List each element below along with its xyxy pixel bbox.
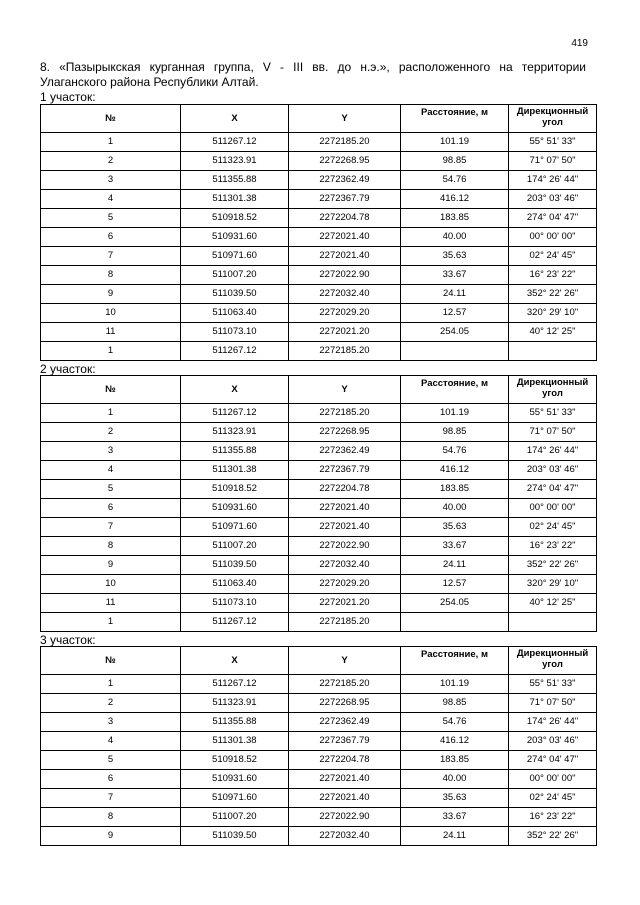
cell-y: 2272021.20: [289, 323, 401, 342]
cell-bearing: 02° 24' 45": [509, 518, 597, 537]
cell-x: 511073.10: [181, 594, 289, 613]
header-bearing: Дирекционный угол: [509, 647, 597, 675]
cell-number: 2: [41, 423, 181, 442]
cell-distance: 101.19: [401, 404, 509, 423]
cell-y: 2272268.95: [289, 694, 401, 713]
header-y: Y: [289, 376, 401, 404]
cell-y: 2272367.79: [289, 732, 401, 751]
table-row: [41, 285, 597, 304]
cell-number: 1: [41, 675, 181, 694]
cell-bearing: 352° 22' 26": [509, 285, 597, 304]
cell-number: 11: [41, 594, 181, 613]
cell-distance: 254.05: [401, 323, 509, 342]
table-row: [41, 808, 597, 827]
coordinates-table-1: [40, 104, 597, 361]
table-body: [41, 404, 597, 632]
cell-x: 510918.52: [181, 751, 289, 770]
cell-y: 2272022.90: [289, 266, 401, 285]
cell-x: 510931.60: [181, 770, 289, 789]
cell-distance: 33.67: [401, 266, 509, 285]
cell-y: 2272362.49: [289, 713, 401, 732]
cell-y: 2272204.78: [289, 209, 401, 228]
table-row: [41, 518, 597, 537]
cell-y: 2272029.20: [289, 304, 401, 323]
cell-number: 9: [41, 556, 181, 575]
table-header-row: [41, 376, 597, 404]
header-x: X: [181, 376, 289, 404]
cell-y: 2272021.40: [289, 228, 401, 247]
section-label-2: 2 участок:: [40, 362, 96, 376]
cell-bearing: [509, 342, 597, 361]
cell-y: 2272362.49: [289, 442, 401, 461]
cell-bearing: 71° 07' 50": [509, 152, 597, 171]
cell-distance: 24.11: [401, 827, 509, 846]
cell-x: 510931.60: [181, 499, 289, 518]
cell-number: 6: [41, 228, 181, 247]
table-row: [41, 442, 597, 461]
cell-number: 7: [41, 789, 181, 808]
cell-x: 511323.91: [181, 152, 289, 171]
cell-bearing: 274° 04' 47": [509, 480, 597, 499]
cell-x: 511301.38: [181, 732, 289, 751]
cell-number: 4: [41, 461, 181, 480]
cell-distance: 183.85: [401, 209, 509, 228]
cell-x: 511007.20: [181, 266, 289, 285]
cell-distance: 33.67: [401, 808, 509, 827]
cell-x: 511039.50: [181, 556, 289, 575]
table-row: [41, 247, 597, 266]
table-row: [41, 480, 597, 499]
cell-distance: [401, 342, 509, 361]
cell-bearing: 40° 12' 25": [509, 323, 597, 342]
table-row: [41, 556, 597, 575]
cell-x: 511355.88: [181, 171, 289, 190]
heading-line-2: Улаганского района Республики Алтай.: [40, 75, 259, 89]
cell-bearing: 274° 04' 47": [509, 751, 597, 770]
header-x: X: [181, 105, 289, 133]
cell-distance: 12.57: [401, 304, 509, 323]
page-number: 419: [571, 38, 588, 49]
cell-bearing: 274° 04' 47": [509, 209, 597, 228]
cell-distance: 35.63: [401, 789, 509, 808]
cell-number: 5: [41, 480, 181, 499]
cell-distance: 416.12: [401, 461, 509, 480]
table-row: [41, 304, 597, 323]
cell-distance: 35.63: [401, 518, 509, 537]
cell-bearing: 40° 12' 25": [509, 594, 597, 613]
heading-line-1: 8. «Пазырыкская курганная группа, V - III вв. до н.э.», расположенного на территории: [40, 60, 586, 74]
cell-bearing: 55° 51' 33": [509, 404, 597, 423]
header-number: №: [41, 105, 181, 133]
cell-number: 3: [41, 171, 181, 190]
cell-x: 511039.50: [181, 285, 289, 304]
cell-distance: 40.00: [401, 499, 509, 518]
cell-y: 2272268.95: [289, 152, 401, 171]
cell-number: 3: [41, 713, 181, 732]
table-row: [41, 404, 597, 423]
cell-distance: 416.12: [401, 190, 509, 209]
cell-distance: 183.85: [401, 480, 509, 499]
cell-bearing: 320° 29' 10": [509, 304, 597, 323]
cell-x: 510931.60: [181, 228, 289, 247]
cell-number: 3: [41, 442, 181, 461]
cell-bearing: 16° 23' 22": [509, 266, 597, 285]
cell-x: 511267.12: [181, 675, 289, 694]
cell-bearing: 320° 29' 10": [509, 575, 597, 594]
cell-y: 2272204.78: [289, 480, 401, 499]
cell-distance: 98.85: [401, 152, 509, 171]
cell-distance: 12.57: [401, 575, 509, 594]
cell-number: 9: [41, 827, 181, 846]
cell-distance: 40.00: [401, 770, 509, 789]
cell-bearing: 00° 00' 00": [509, 499, 597, 518]
table-row: [41, 499, 597, 518]
cell-number: 4: [41, 732, 181, 751]
table-row: [41, 423, 597, 442]
cell-x: 511267.12: [181, 404, 289, 423]
cell-y: 2272021.40: [289, 247, 401, 266]
cell-x: 510971.60: [181, 247, 289, 266]
cell-distance: 101.19: [401, 133, 509, 152]
cell-number: 6: [41, 499, 181, 518]
cell-y: 2272032.40: [289, 285, 401, 304]
cell-x: 511301.38: [181, 461, 289, 480]
cell-number: 9: [41, 285, 181, 304]
cell-x: 511267.12: [181, 133, 289, 152]
table-header-row: [41, 647, 597, 675]
cell-bearing: 71° 07' 50": [509, 694, 597, 713]
cell-bearing: 55° 51' 33": [509, 133, 597, 152]
cell-bearing: 203° 03' 46": [509, 732, 597, 751]
cell-x: 511323.91: [181, 423, 289, 442]
header-bearing: Дирекционный угол: [509, 376, 597, 404]
cell-number: 1: [41, 133, 181, 152]
header-bearing: Дирекционный угол: [509, 105, 597, 133]
cell-distance: 101.19: [401, 675, 509, 694]
cell-number: 11: [41, 323, 181, 342]
header-distance: Расстояние, м: [401, 376, 509, 404]
cell-distance: 40.00: [401, 228, 509, 247]
cell-y: 2272032.40: [289, 556, 401, 575]
cell-number: 5: [41, 751, 181, 770]
cell-number: 7: [41, 518, 181, 537]
cell-number: 6: [41, 770, 181, 789]
cell-y: 2272021.40: [289, 518, 401, 537]
cell-y: 2272268.95: [289, 423, 401, 442]
cell-x: 510971.60: [181, 789, 289, 808]
cell-distance: 24.11: [401, 556, 509, 575]
table-row: [41, 323, 597, 342]
cell-x: 511267.12: [181, 342, 289, 361]
cell-distance: 183.85: [401, 751, 509, 770]
table-row: [41, 675, 597, 694]
table-row: [41, 575, 597, 594]
table-row: [41, 190, 597, 209]
cell-bearing: 352° 22' 26": [509, 556, 597, 575]
cell-x: 511355.88: [181, 442, 289, 461]
cell-x: 511039.50: [181, 827, 289, 846]
cell-y: 2272185.20: [289, 675, 401, 694]
header-distance: Расстояние, м: [401, 647, 509, 675]
table-row: [41, 266, 597, 285]
cell-x: 511063.40: [181, 575, 289, 594]
cell-number: 10: [41, 304, 181, 323]
cell-number: 8: [41, 537, 181, 556]
cell-distance: 33.67: [401, 537, 509, 556]
cell-number: 7: [41, 247, 181, 266]
cell-y: 2272021.20: [289, 594, 401, 613]
table-row: [41, 694, 597, 713]
cell-y: 2272185.20: [289, 404, 401, 423]
cell-y: 2272029.20: [289, 575, 401, 594]
cell-y: 2272185.20: [289, 342, 401, 361]
cell-y: 2272021.40: [289, 770, 401, 789]
header-x: X: [181, 647, 289, 675]
header-y: Y: [289, 647, 401, 675]
cell-number: 8: [41, 808, 181, 827]
cell-distance: 24.11: [401, 285, 509, 304]
cell-x: 511301.38: [181, 190, 289, 209]
cell-bearing: 02° 24' 45": [509, 789, 597, 808]
cell-x: 510918.52: [181, 209, 289, 228]
table-row: [41, 537, 597, 556]
table-row: [41, 171, 597, 190]
cell-x: 511007.20: [181, 808, 289, 827]
cell-distance: [401, 613, 509, 632]
cell-bearing: [509, 613, 597, 632]
cell-x: 511063.40: [181, 304, 289, 323]
cell-bearing: 174° 26' 44": [509, 442, 597, 461]
cell-bearing: 00° 00' 00": [509, 770, 597, 789]
cell-y: 2272367.79: [289, 190, 401, 209]
cell-number: 1: [41, 404, 181, 423]
cell-number: 4: [41, 190, 181, 209]
cell-bearing: 71° 07' 50": [509, 423, 597, 442]
cell-number: 8: [41, 266, 181, 285]
cell-y: 2272204.78: [289, 751, 401, 770]
cell-x: 511355.88: [181, 713, 289, 732]
cell-x: 510971.60: [181, 518, 289, 537]
cell-bearing: 00° 00' 00": [509, 228, 597, 247]
cell-number: 5: [41, 209, 181, 228]
cell-bearing: 352° 22' 26": [509, 827, 597, 846]
cell-distance: 416.12: [401, 732, 509, 751]
cell-distance: 54.76: [401, 442, 509, 461]
header-distance: Расстояние, м: [401, 105, 509, 133]
table-row: [41, 461, 597, 480]
cell-bearing: 174° 26' 44": [509, 713, 597, 732]
cell-y: 2272362.49: [289, 171, 401, 190]
cell-bearing: 16° 23' 22": [509, 537, 597, 556]
table-body: [41, 675, 597, 846]
cell-x: 511323.91: [181, 694, 289, 713]
table-row: [41, 789, 597, 808]
cell-y: 2272032.40: [289, 827, 401, 846]
cell-bearing: 55° 51' 33": [509, 675, 597, 694]
cell-number: 10: [41, 575, 181, 594]
table-row: [41, 228, 597, 247]
header-number: №: [41, 376, 181, 404]
cell-number: 2: [41, 152, 181, 171]
cell-y: 2272021.40: [289, 789, 401, 808]
cell-number: 1: [41, 342, 181, 361]
header-number: №: [41, 647, 181, 675]
cell-bearing: 203° 03' 46": [509, 461, 597, 480]
cell-distance: 98.85: [401, 694, 509, 713]
table-row: [41, 827, 597, 846]
table-row: [41, 751, 597, 770]
cell-y: 2272022.90: [289, 808, 401, 827]
table-row: [41, 152, 597, 171]
cell-distance: 35.63: [401, 247, 509, 266]
cell-x: 511267.12: [181, 613, 289, 632]
section-label-1: 1 участок:: [40, 90, 96, 104]
cell-y: 2272367.79: [289, 461, 401, 480]
cell-bearing: 174° 26' 44": [509, 171, 597, 190]
cell-x: 510918.52: [181, 480, 289, 499]
table-row: [41, 613, 597, 632]
cell-number: 2: [41, 694, 181, 713]
cell-bearing: 16° 23' 22": [509, 808, 597, 827]
table-body: [41, 133, 597, 361]
header-y: Y: [289, 105, 401, 133]
cell-y: 2272185.20: [289, 133, 401, 152]
cell-y: 2272021.40: [289, 499, 401, 518]
cell-distance: 254.05: [401, 594, 509, 613]
cell-distance: 98.85: [401, 423, 509, 442]
table-row: [41, 594, 597, 613]
cell-y: 2272022.90: [289, 537, 401, 556]
table-row: [41, 133, 597, 152]
cell-x: 511073.10: [181, 323, 289, 342]
cell-distance: 54.76: [401, 713, 509, 732]
table-row: [41, 732, 597, 751]
cell-bearing: 02° 24' 45": [509, 247, 597, 266]
coordinates-table-2: [40, 375, 597, 632]
table-row: [41, 342, 597, 361]
cell-number: 1: [41, 613, 181, 632]
table-header-row: [41, 105, 597, 133]
section-label-3: 3 участок:: [40, 633, 96, 647]
coordinates-table-3: [40, 646, 597, 846]
document-heading: [40, 60, 586, 90]
table-row: [41, 770, 597, 789]
cell-bearing: 203° 03' 46": [509, 190, 597, 209]
cell-distance: 54.76: [401, 171, 509, 190]
cell-x: 511007.20: [181, 537, 289, 556]
cell-y: 2272185.20: [289, 613, 401, 632]
table-row: [41, 713, 597, 732]
table-row: [41, 209, 597, 228]
